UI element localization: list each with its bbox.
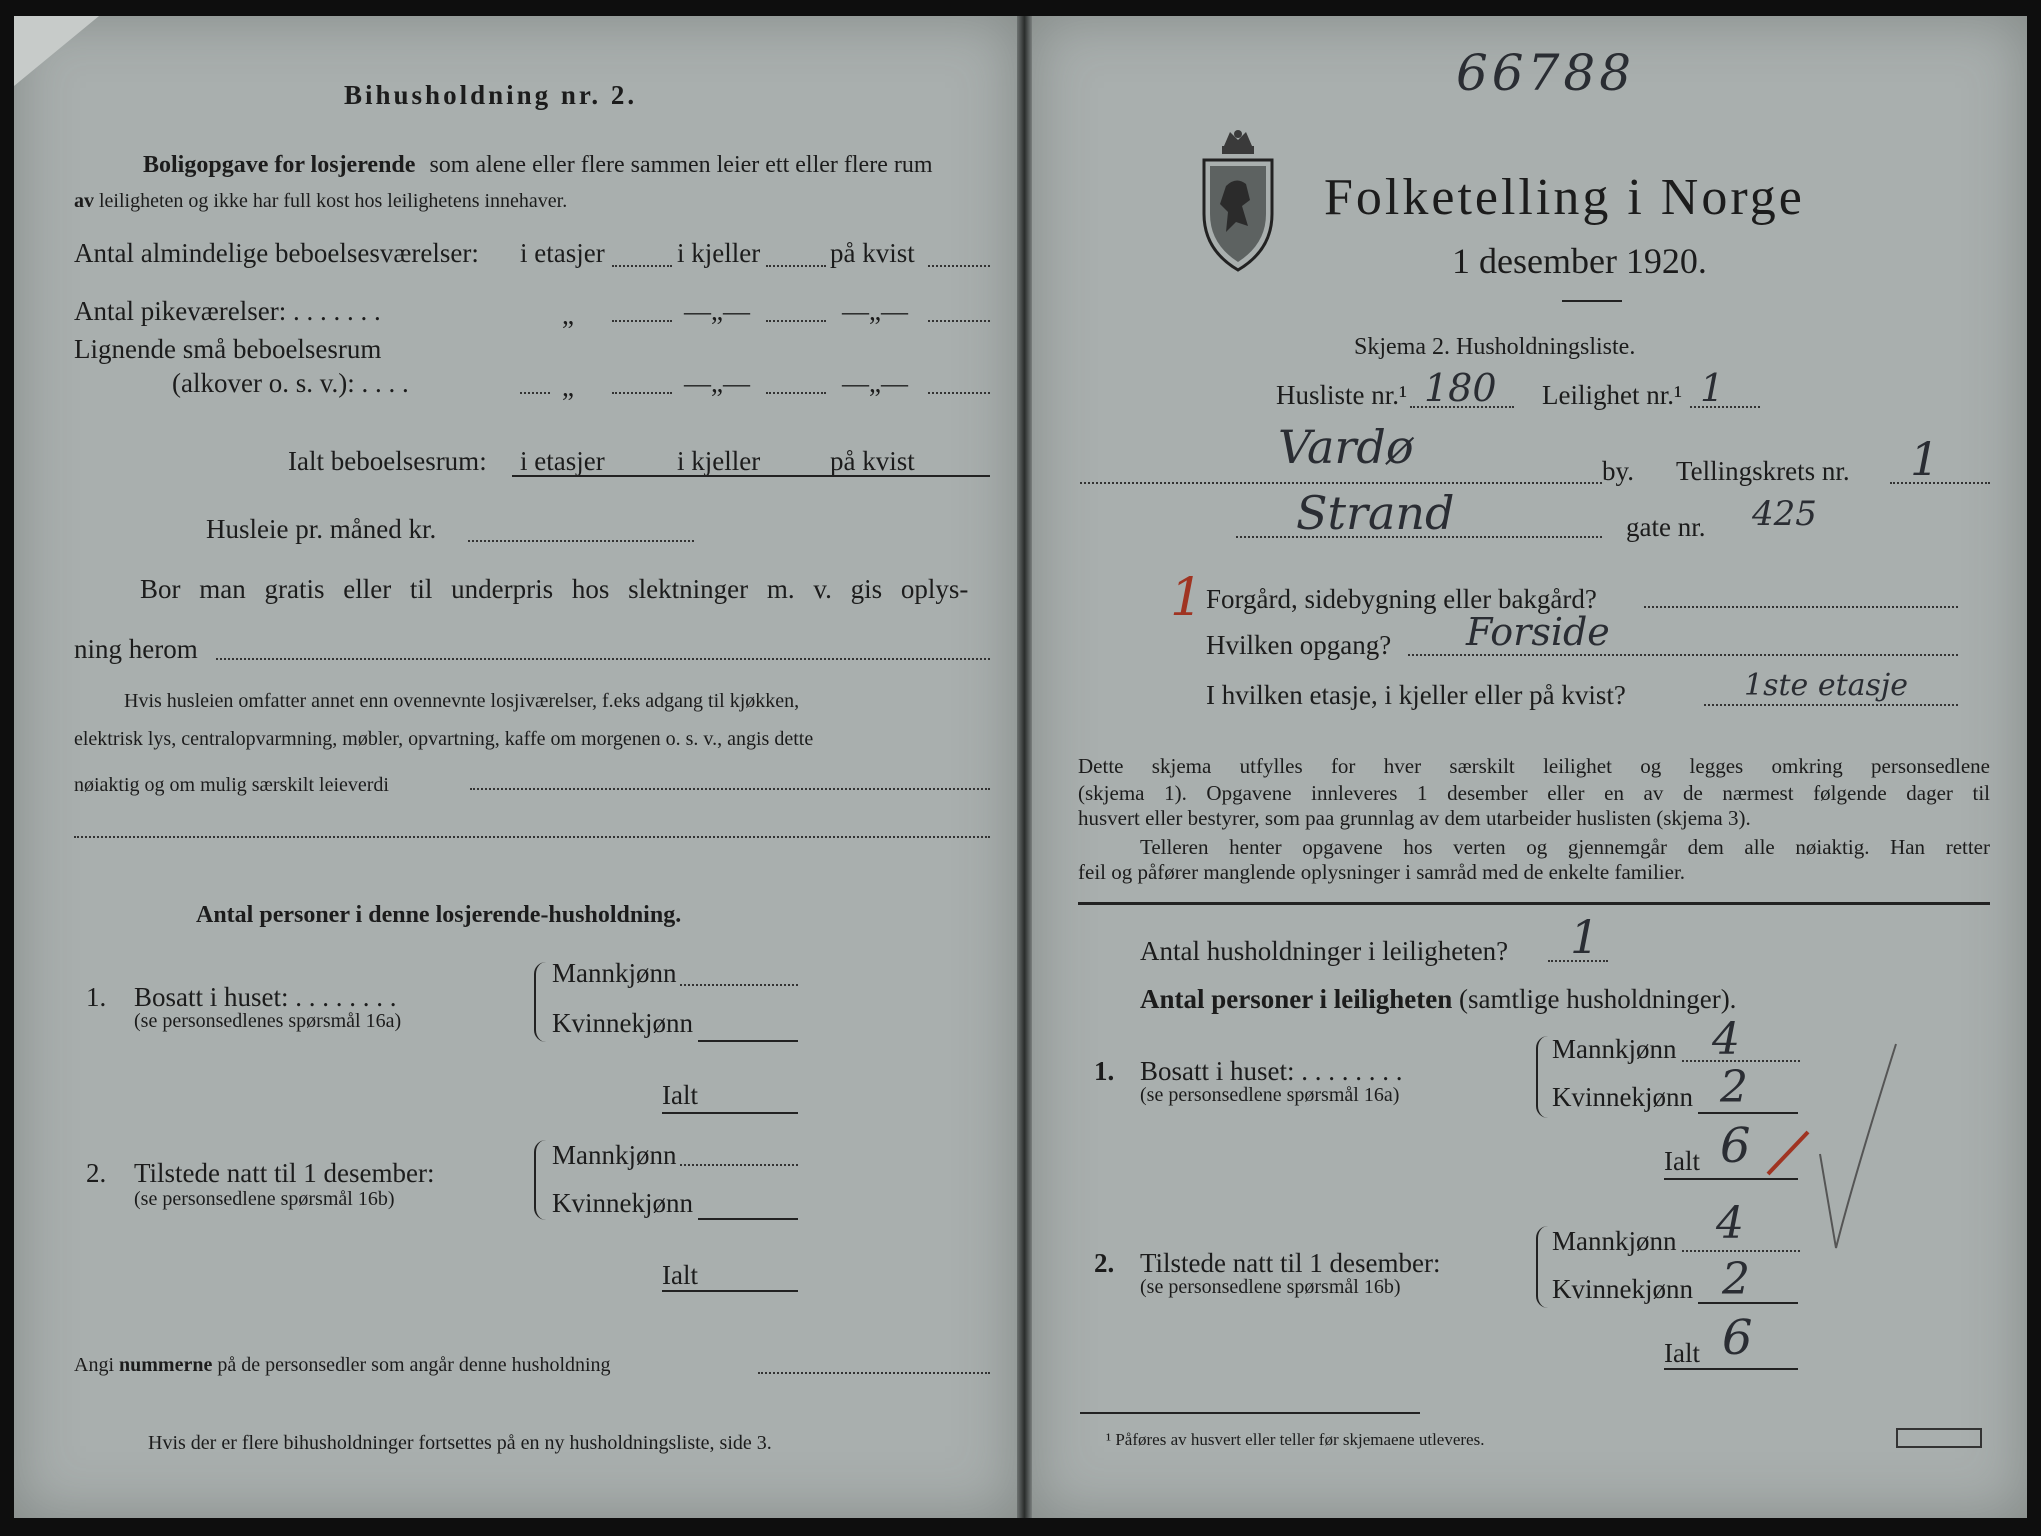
rooms-label: Antal almindelige beboelsesværelser: xyxy=(74,238,479,268)
right-q2-sub: (se personsedlene spørsmål 16b) xyxy=(1140,1276,1401,1298)
by-label: by. xyxy=(1602,456,1634,486)
gratis-line-1: Bor man gratis eller til underpris hos slektninger m. v. gis oplys- xyxy=(140,574,969,604)
right-q1-num: 1. xyxy=(1094,1056,1115,1086)
right-q1-kvinne-value: 2 xyxy=(1720,1062,1748,1113)
right-q2-label: Tilstede natt til 1 desember: xyxy=(1140,1248,1441,1278)
ialt-kjeller: i kjeller xyxy=(677,446,761,476)
lignende-dash-1: —„— xyxy=(684,368,750,398)
census-date: 1 desember 1920. xyxy=(1452,241,1707,281)
intro-rest: som alene eller flere sammen leier ett eller flere rum xyxy=(429,152,933,178)
antal-personer-line xyxy=(1140,984,1736,1015)
intro-line-2 xyxy=(74,190,567,213)
gratis-line-2: ning herom xyxy=(74,634,198,664)
right-q2-mann-label: Mannkjønn xyxy=(1552,1226,1677,1256)
lignende-1: Lignende små beboelsesrum xyxy=(74,334,382,364)
ialt-kvist: på kvist xyxy=(830,446,915,476)
etasje-value: 1ste etasje xyxy=(1744,668,1908,703)
lignende-ditto: „ xyxy=(562,372,574,402)
coat-of-arms-icon xyxy=(1196,126,1280,274)
antal-bold: Antal personer i leiligheten xyxy=(1140,984,1453,1014)
info-line-3: husvert eller bestyrer, som paa grunnlag av dem utarbeider huslisten (skjema 3). xyxy=(1078,806,1751,830)
skjema-label: Skjema 2. Husholdningsliste. xyxy=(1354,334,1636,360)
right-q1-mann-label: Mannkjønn xyxy=(1552,1034,1677,1064)
page-fold xyxy=(1017,16,1032,1518)
intro-line2-bold: av xyxy=(74,190,94,212)
red-mark: 1 xyxy=(1170,568,1204,628)
angi-1: Angi xyxy=(74,1354,114,1376)
right-q2-num: 2. xyxy=(1094,1248,1115,1278)
left-q1-num: 1. xyxy=(86,982,107,1012)
left-title: Bihusholdning nr. 2. xyxy=(344,80,638,110)
angi-bold: nummerne xyxy=(119,1354,213,1376)
info-line-5: feil og påfører manglende oplysninger i samråd med de enkelte familier. xyxy=(1078,860,1686,884)
antal-rest: (samtlige husholdninger). xyxy=(1458,984,1737,1014)
gate-value: 425 xyxy=(1752,494,1817,534)
left-q2-label: Tilstede natt til 1 desember: xyxy=(134,1158,435,1188)
krets-label: Tellingskrets nr. xyxy=(1676,456,1850,486)
pike-dash-2: —„— xyxy=(842,296,908,326)
info-line-2: (skjema 1). Opgavene innleveres 1 desember eller en av de nærmest følgende dager til xyxy=(1078,781,1990,805)
left-q1-kvinne: Kvinnekjønn xyxy=(552,1008,693,1038)
printer-stamp xyxy=(1896,1428,1982,1448)
intro-bold: Boligopgave for losjerende xyxy=(143,152,416,178)
ialt-etasjer: i etasjer xyxy=(520,446,605,476)
left-q1-sub: (se personsedlenes spørsmål 16a) xyxy=(134,1010,402,1032)
left-footer: Hvis der er flere bihusholdninger fortsettes på en ny husholdningsliste, side 3. xyxy=(148,1432,772,1454)
right-q2-mann-value: 4 xyxy=(1716,1198,1744,1249)
ialt-rooms-label: Ialt beboelsesrum: xyxy=(288,446,487,476)
street-value: Strand xyxy=(1296,486,1455,540)
pike-label: Antal pikeværelser: . . . . . . . xyxy=(74,296,381,326)
leilighet-label: Leilighet nr.¹ xyxy=(1542,380,1683,410)
intro-line2-text: leiligheten og ikke har full kost hos leilighetens innehaver. xyxy=(99,190,568,212)
right-q1-kvinne-label: Kvinnekjønn xyxy=(1552,1082,1693,1112)
hush-label: Antal husholdninger i leiligheten? xyxy=(1140,936,1509,966)
right-q2-ialt-value: 6 xyxy=(1722,1310,1753,1366)
pencil-check-mark xyxy=(1816,1034,1906,1254)
husleie-label: Husleie pr. måned kr. xyxy=(206,514,437,544)
right-q1-label: Bosatt i huset: . . . . . . . . xyxy=(1140,1056,1403,1086)
right-title: Folketelling i Norge xyxy=(1324,169,1805,226)
left-q1-label: Bosatt i huset: . . . . . . . . xyxy=(134,982,397,1012)
leilighet-value: 1 xyxy=(1700,366,1725,410)
rooms-kjeller: i kjeller xyxy=(677,238,761,268)
lignende-dash-2: —„— xyxy=(842,368,908,398)
husliste-value: 180 xyxy=(1424,366,1497,410)
pike-ditto: „ xyxy=(562,300,574,330)
city-value: Vardø xyxy=(1278,420,1414,474)
left-q2-ialt: Ialt xyxy=(662,1260,698,1290)
right-q2-kvinne-value: 2 xyxy=(1722,1254,1750,1305)
angi-line xyxy=(74,1354,611,1377)
info-line-1: Dette skjema utfylles for hver særskilt leilighet og legges omkring personsedlene xyxy=(1078,754,1990,778)
info-line-4: Telleren henter opgavene hos verten og gjennemgår dem alle nøiaktig. Han retter xyxy=(1140,835,1990,859)
red-tick-mark xyxy=(1764,1128,1812,1178)
opgang-value: Forside xyxy=(1466,610,1610,654)
intro-line-1 xyxy=(143,152,933,179)
rooms-etasjer: i etasjer xyxy=(520,238,605,268)
pike-dash-1: —„— xyxy=(684,296,750,326)
right-q1-ialt-label: Ialt xyxy=(1664,1146,1700,1176)
husliste-label: Husliste nr.¹ xyxy=(1276,380,1408,410)
hvis-line-1: Hvis husleien omfatter annet enn ovennevnte losjiværelser, f.eks adgang til kjøkken, xyxy=(124,690,800,712)
right-q1-sub: (se personsedlene spørsmål 16a) xyxy=(1140,1084,1400,1106)
angi-2: på de personsedler som angår denne husholdning xyxy=(217,1354,611,1376)
lignende-2: (alkover o. s. v.): . . . . xyxy=(172,368,409,398)
left-q2-mann: Mannkjønn xyxy=(552,1140,677,1170)
etasje-label: I hvilken etasje, i kjeller eller på kvist? xyxy=(1206,680,1626,710)
folded-corner xyxy=(14,16,99,86)
forgard-label: Forgård, sidebygning eller bakgård? xyxy=(1206,584,1597,614)
opgang-label: Hvilken opgang? xyxy=(1206,630,1392,660)
right-q2-kvinne-label: Kvinnekjønn xyxy=(1552,1274,1693,1304)
archive-number: 66788 xyxy=(1456,44,1636,102)
left-q1-ialt: Ialt xyxy=(662,1080,698,1110)
right-q2-ialt-label: Ialt xyxy=(1664,1338,1700,1368)
left-q1-mann: Mannkjønn xyxy=(552,958,677,988)
hvis-line-3: nøiaktig og om mulig særskilt leieverdi xyxy=(74,774,389,796)
footnote: ¹ Påføres av husvert eller teller før skjemaene utleveres. xyxy=(1106,1430,1485,1449)
hush-value: 1 xyxy=(1570,910,1600,964)
left-q2-sub: (se personsedlene spørsmål 16b) xyxy=(134,1188,395,1210)
left-q2-num: 2. xyxy=(86,1158,107,1188)
right-q1-mann-value: 4 xyxy=(1712,1014,1740,1065)
rooms-kvist: på kvist xyxy=(830,238,915,268)
left-antal-heading: Antal personer i denne losjerende-husholdning. xyxy=(196,902,682,928)
left-q2-kvinne: Kvinnekjønn xyxy=(552,1188,693,1218)
gate-label: gate nr. xyxy=(1626,512,1706,542)
hvis-line-2: elektrisk lys, centralopvarmning, møbler, opvartning, kaffe om morgenen o. s. v., angis dette xyxy=(74,728,814,750)
krets-value: 1 xyxy=(1910,432,1940,486)
right-q1-ialt-value: 6 xyxy=(1720,1118,1751,1174)
